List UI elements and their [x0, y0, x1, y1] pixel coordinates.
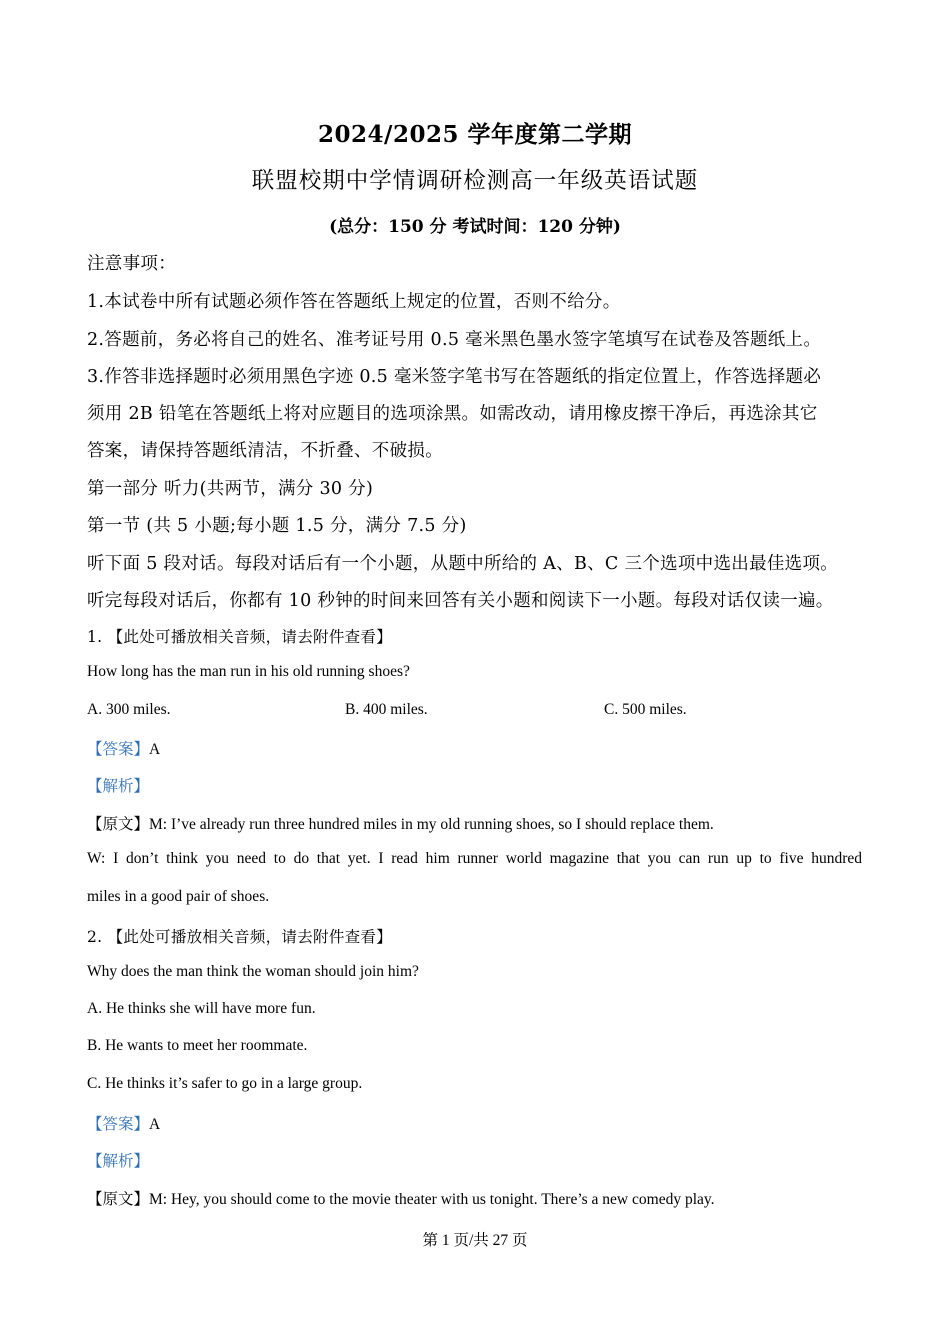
q2-transcript-text-1: M: Hey, you should come to the movie theater with us tonight. There’s a new comedy play. — [149, 1191, 715, 1208]
q2-answer — [87, 1112, 880, 1134]
q1-answer-value: A — [149, 741, 161, 758]
note-3-end: 答案，请保持答题纸清洁，不折叠、不破损。 — [87, 441, 443, 461]
title-line-2: 联盟校期中学情调研检测高一年级英语试题 — [251, 168, 699, 194]
q1-question: How long has the man run in his old running shoes? — [87, 663, 410, 680]
note-2: 2.答题前，务必将自己的姓名、准考证号用 0.5 毫米黑色墨水签字笔填写在试卷及答题纸上。 — [87, 330, 822, 350]
q1-option-a: A. 300 miles. — [87, 701, 171, 718]
q1-option-b: B. 400 miles. — [345, 701, 428, 718]
q2-answer-value: A — [149, 1116, 161, 1133]
q1-answer-tag: 【答案】 — [87, 741, 150, 758]
q1-transcript-line-2: W: I don’t think you need to do that yet. I read him runner world magazine that you can run up to five hundred — [87, 850, 862, 867]
q2-transcript-tag: 【原文】 — [87, 1191, 150, 1208]
part-1-heading: 第一部分 听力(共两节，满分 30 分) — [87, 479, 374, 499]
notice-heading: 注意事项： — [87, 254, 176, 274]
q1-transcript-tag: 【原文】 — [87, 816, 150, 833]
note-3-cont: 须用 2B 铅笔在答题纸上将对应题目的选项涂黑。如需改动，请用橡皮擦干净后，再选涂其它 — [87, 404, 818, 424]
q1-option-c: C. 500 miles. — [604, 701, 687, 718]
q1-transcript-text-1: M: I’ve already run three hundred miles in my old running shoes, so I should replace them. — [149, 816, 714, 833]
title-line-3: (总分：150 分 考试时间：120 分钟) — [329, 217, 621, 237]
q1-analysis-tag: 【解析】 — [87, 778, 150, 795]
instruction-line-1: 听下面 5 段对话。每段对话后有一个小题，从题中所给的 A、B、C 三个选项中选出最佳选项。 — [87, 554, 839, 574]
q2-option-c: C. He thinks it’s safer to go in a large group. — [87, 1075, 363, 1092]
q2-transcript-line-1 — [87, 1187, 880, 1209]
page-footer: 第 1 页/共 27 页 — [422, 1232, 528, 1249]
q2-analysis-tag: 【解析】 — [87, 1153, 150, 1170]
q2-answer-tag: 【答案】 — [87, 1116, 150, 1133]
q2-option-a: A. He thinks she will have more fun. — [87, 1000, 316, 1017]
q2-option-b: B. He wants to meet her roommate. — [87, 1037, 308, 1054]
q1-transcript-line-3: miles in a good pair of shoes. — [87, 888, 270, 905]
q1-transcript-line-1 — [87, 812, 880, 834]
section-1-heading: 第一节 (共 5 小题;每小题 1.5 分，满分 7.5 分) — [87, 516, 467, 536]
q1-audio-placeholder[interactable]: 1. 【此处可播放相关音频，请去附件查看】 — [87, 628, 393, 646]
note-1: 1.本试卷中所有试题必须作答在答题纸上规定的位置，否则不给分。 — [87, 292, 621, 312]
note-3: 3.作答非选择题时必须用黑色字迹 0.5 毫米签字笔书写在答题纸的指定位置上，作答选择题必 — [87, 367, 822, 387]
instruction-line-2: 听完每段对话后，你都有 10 秒钟的时间来回答有关小题和阅读下一小题。每段对话仅读一遍。 — [87, 591, 834, 611]
title-line-1: 2024/2025 学年度第二学期 — [318, 121, 632, 148]
q2-audio-placeholder[interactable]: 2. 【此处可播放相关音频，请去附件查看】 — [87, 928, 393, 946]
q2-question: Why does the man think the woman should join him? — [87, 963, 419, 980]
q1-answer — [87, 737, 880, 759]
